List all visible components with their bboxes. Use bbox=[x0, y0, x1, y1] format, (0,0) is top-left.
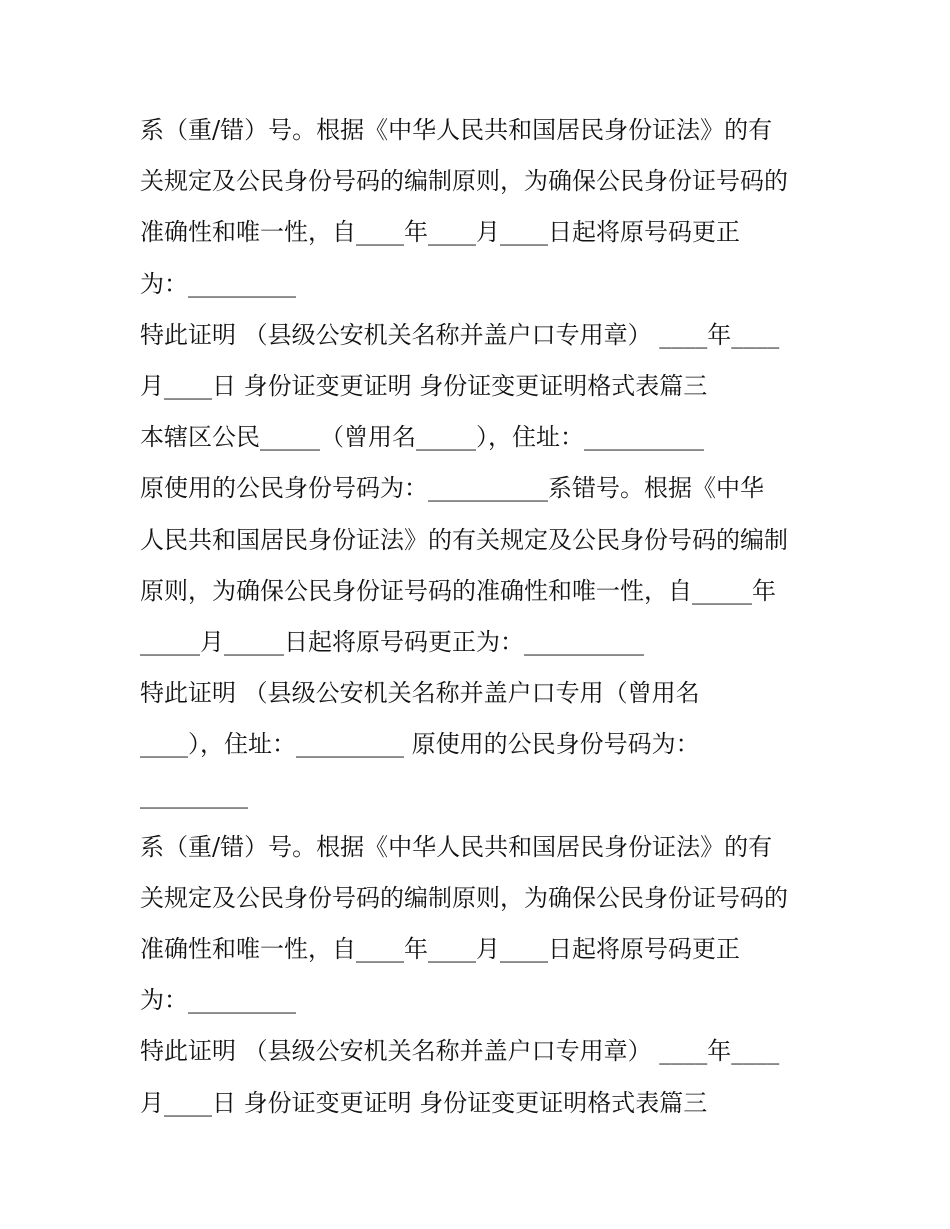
text-line: 准确性和唯一性，自____年____月____日起将原号码更正 bbox=[140, 218, 740, 247]
text-line: 系（重/错）号。根据《中华人民共和国居民身份证法》的有 bbox=[140, 116, 773, 144]
text-line: 系（重/错）号。根据《中华人民共和国居民身份证法》的有 bbox=[140, 832, 773, 861]
text-line: 准确性和唯一性，自____年____月____日起将原号码更正 bbox=[140, 935, 740, 963]
text-line: 关规定及公民身份号码的编制原则，为确保公民身份证号码的 bbox=[140, 167, 788, 196]
text-line: 月____日 身份证变更证明 身份证变更证明格式表篇三 bbox=[140, 371, 708, 400]
text-line: 月____日 身份证变更证明 身份证变更证明格式表篇三 bbox=[140, 1088, 708, 1117]
text-line: _____月_____日起将原号码更正为：__________ bbox=[140, 627, 644, 656]
text-line: 原则，为确保公民身份证号码的准确性和唯一性，自_____年 bbox=[140, 576, 776, 605]
document-body bbox=[140, 108, 820, 1132]
text-line: 人民共和国居民身份证法》的有关规定及公民身份号码的编制 bbox=[140, 525, 788, 554]
text-line: ____），住址：_________ 原使用的公民身份号码为： bbox=[140, 730, 700, 759]
text-line: 本辖区公民_____（曾用名_____），住址：__________ bbox=[140, 423, 704, 452]
text-line: 特此证明 （县级公安机关名称并盖户口专用（曾用名 bbox=[140, 679, 700, 708]
text-line: _________ bbox=[140, 781, 248, 810]
text-line: 原使用的公民身份号码为：__________系错号。根据《中华 bbox=[140, 474, 764, 503]
text-line: 为：_________ bbox=[140, 269, 296, 298]
text-line: 特此证明 （县级公安机关名称并盖户口专用章） ____年____ bbox=[140, 320, 780, 349]
text-line: 关规定及公民身份号码的编制原则，为确保公民身份证号码的 bbox=[140, 883, 788, 912]
text-line: 为：_________ bbox=[140, 986, 296, 1015]
text-line: 特此证明 （县级公安机关名称并盖户口专用章） ____年____ bbox=[140, 1037, 780, 1066]
